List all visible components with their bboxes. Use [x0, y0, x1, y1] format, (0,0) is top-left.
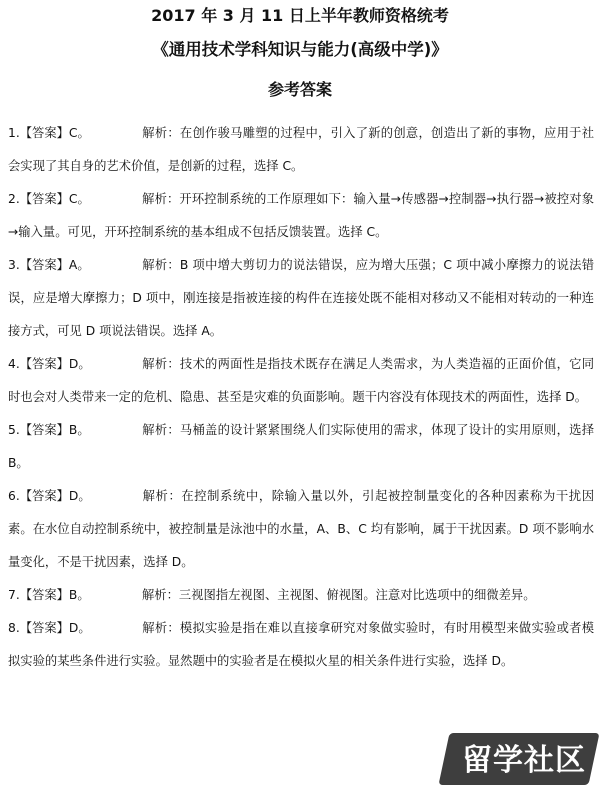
answer-explanation: 解析：开环控制系统的工作原理如下：输入量→传感器→控制器→执行器→被控对象→输入量。可见，开环控制系统的基本组成不包括反馈装置。选择 C。 — [8, 192, 594, 239]
answer-label: 7.【答案】B。 — [8, 588, 90, 602]
answer-item-2 — [8, 183, 594, 249]
answer-label: 3.【答案】A。 — [8, 258, 90, 272]
answer-label: 5.【答案】B。 — [8, 423, 90, 437]
watermark-logo: 留学社区 — [462, 743, 586, 778]
answer-list — [8, 117, 594, 678]
answer-explanation: 解析：模拟实验是指在难以直接拿研究对象做实验时，有时用模型来做实验或者模拟实验的某些条件进行实验。显然题中的实验者是在模拟火星的相关条件进行实验，选择 D。 — [8, 621, 594, 668]
answer-explanation: 解析：在创作骏马雕塑的过程中，引入了新的创意，创造出了新的事物，应用于社会实现了其自身的艺术价值，是创新的过程，选择 C。 — [8, 126, 594, 173]
answer-item-4 — [8, 348, 594, 414]
exam-title: 2017 年 3 月 11 日上半年教师资格统考 — [151, 6, 449, 25]
answer-explanation: 解析：三视图指左视图、主视图、俯视图。注意对比选项中的细微差异。 — [142, 588, 536, 602]
answer-item-1 — [8, 117, 594, 183]
answer-explanation: 解析：在控制系统中，除输入量以外，引起被控制量变化的各种因素称为干扰因素。在水位自动控制系统中，被控制量是泳池中的水量，A、B、C 均有影响，属于干扰因素。D 项不影响水量变化，不是干扰因素，选择 D。 — [8, 489, 594, 569]
answer-explanation: 解析：技术的两面性是指技术既存在满足人类需求，为人类造福的正面价值，它同时也会对人类带来一定的危机、隐患、甚至是灾难的负面影响。题干内容没有体现技术的两面性，选择 D。 — [8, 357, 594, 404]
answer-item-8 — [8, 612, 594, 678]
answer-label: 6.【答案】D。 — [8, 489, 91, 503]
section-heading: 参考答案 — [267, 80, 332, 99]
answer-explanation: 解析：马桶盖的设计紧紧围绕人们实际使用的需求，体现了设计的实用原则，选择 B。 — [8, 423, 594, 470]
answer-label: 4.【答案】D。 — [8, 357, 91, 371]
answer-item-7 — [8, 579, 594, 612]
subject-subtitle: 《通用技术学科知识与能力(高级中学)》 — [152, 40, 448, 59]
answer-label: 8.【答案】D。 — [8, 621, 91, 635]
answer-item-6 — [8, 480, 594, 579]
answer-explanation: 解析：B 项中增大剪切力的说法错误，应为增大压强；C 项中减小摩擦力的说法错误，应是增大摩擦力；D 项中，刚连接是指被连接的构件在连接处既不能相对移动又不能相对转动的一种连接方式，可见 D 项说法错误。选择 A。 — [8, 258, 594, 338]
answer-label: 2.【答案】C。 — [8, 192, 90, 206]
answer-label: 1.【答案】C。 — [8, 126, 90, 140]
answer-item-3 — [8, 249, 594, 348]
answer-item-5 — [8, 414, 594, 480]
